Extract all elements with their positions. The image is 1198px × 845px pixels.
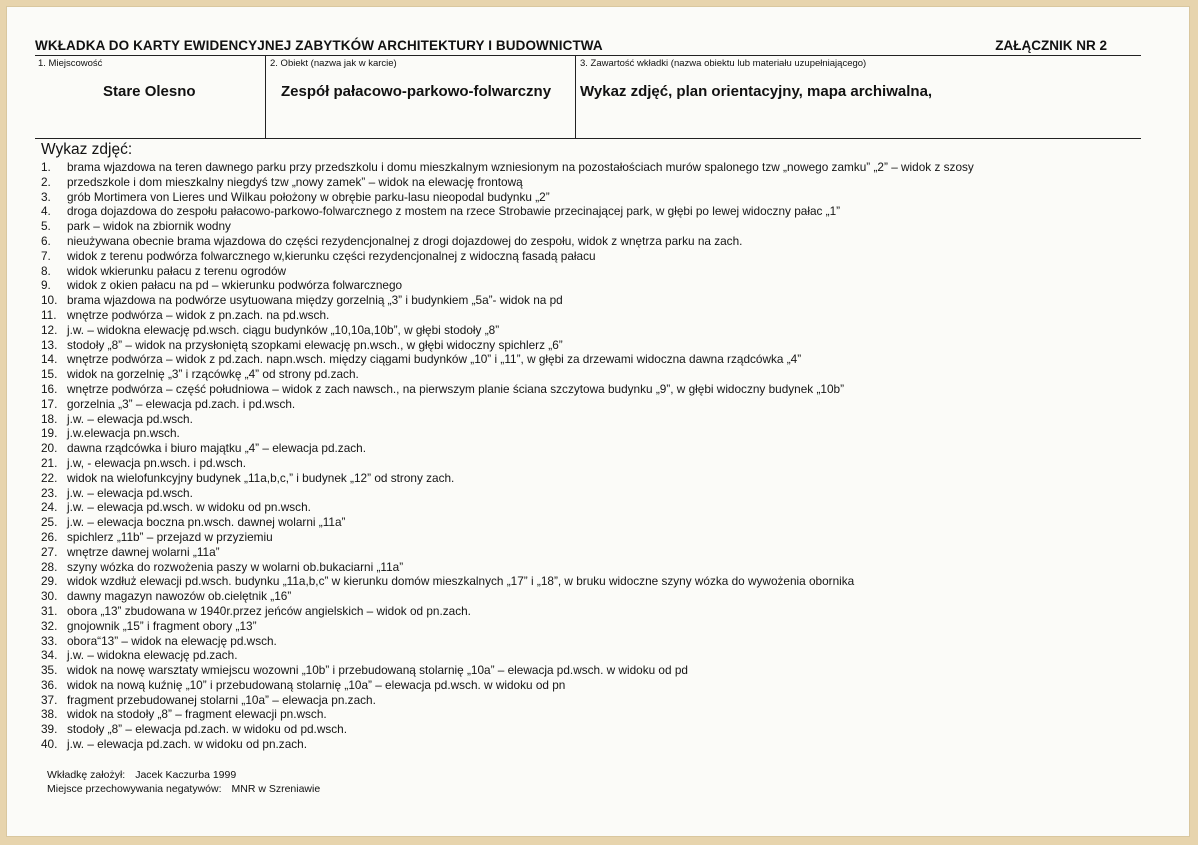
list-item: [41, 707, 1141, 722]
list-item-text: widok na nową kuźnię „10” i przebudowaną stolarnię „10a” – elewacja pd.wsch. w widoku od pn: [67, 677, 566, 692]
list-item: [41, 204, 1141, 219]
list-item: [41, 190, 1141, 205]
photo-list: [41, 160, 1141, 752]
list-item-number: 10.: [41, 293, 58, 308]
list-item-number: 18.: [41, 411, 58, 426]
list-item: [41, 500, 1141, 515]
list-item-number: 13.: [41, 337, 58, 352]
list-item-number: 24.: [41, 500, 58, 515]
storage-label: Miejsce przechowywania negatywów:: [47, 783, 222, 795]
list-item: [41, 648, 1141, 663]
list-item: [41, 604, 1141, 619]
list-item-number: 17.: [41, 396, 58, 411]
list-item-number: 11.: [41, 307, 57, 322]
list-item: [41, 308, 1141, 323]
list-item-number: 2.: [41, 174, 51, 189]
list-item: [41, 382, 1141, 397]
list-item-number: 26.: [41, 529, 58, 544]
field-value-object: Zespół pałacowo-parkowo-folwarczny: [281, 83, 552, 100]
list-item: [41, 560, 1141, 575]
list-item: [41, 737, 1141, 752]
list-item-number: 1.: [41, 160, 51, 174]
list-item-number: 20.: [41, 441, 58, 456]
list-item: [41, 160, 1141, 175]
list-item-text: spichlerz „11b” – przejazd w przyziemiu: [67, 529, 273, 544]
list-item-number: 35.: [41, 663, 58, 678]
list-item: [41, 397, 1141, 412]
list-item-text: dawna rządcówka i biuro majątku „4” – elewacja pd.zach.: [67, 441, 367, 456]
list-item-number: 37.: [41, 692, 58, 707]
list-item-text: j.w. – elewacja pd.wsch.: [67, 411, 193, 426]
list-item-number: 25.: [41, 515, 58, 530]
list-item: [41, 175, 1141, 190]
document-page: [6, 6, 1190, 837]
list-item-text: widok na nowę warsztaty wmiejscu wozowni „10b” i przebudowaną stolarnię „10a” – elewacja pd.wsch. w widoku od pd: [67, 663, 688, 678]
field-value-locality: Stare Olesno: [103, 83, 196, 100]
list-item-number: 38.: [41, 707, 58, 722]
list-item: [41, 234, 1141, 249]
list-item: [41, 634, 1141, 649]
list-item-text: j.w. – elewacja pd.wsch. w widoku od pn.wsch.: [67, 500, 311, 515]
list-item: [41, 456, 1141, 471]
list-item-text: widok wkierunku pałacu z terenu ogrodów: [67, 263, 287, 278]
list-item: [41, 471, 1141, 486]
list-item-text: wnętrze podwórza – widok z pn.zach. na pd.wsch.: [67, 307, 330, 322]
list-item: [41, 278, 1141, 293]
list-item: [41, 545, 1141, 560]
list-item-number: 5.: [41, 219, 51, 234]
list-item-text: przedszkole i dom mieszkalny niegdyś tzw „nowy zamek” – widok na elewację frontową: [67, 174, 523, 189]
list-item: [41, 352, 1141, 367]
header-bottom-rule: [35, 138, 1141, 139]
list-item: [41, 264, 1141, 279]
annex-number: ZAŁĄCZNIK NR 2: [995, 38, 1107, 53]
list-item-text: gnojownik „15” i fragment obory „13”: [67, 618, 257, 633]
list-item-text: obora „13” zbudowana w 1940r.przez jeńców angielskich – widok od pn.zach.: [67, 603, 471, 618]
list-item: [41, 219, 1141, 234]
list-item-text: j.w. – elewacja pd.wsch.: [67, 485, 193, 500]
list-item-text: wnętrze dawnej wolarni „11a”: [67, 544, 220, 559]
list-item: [41, 486, 1141, 501]
list-item: [41, 574, 1141, 589]
list-item-text: widok z terenu podwórza folwarcznego w,kierunku części rezydencjonalnej z widoczną fasadą pałacu: [67, 248, 596, 263]
field-divider: [265, 55, 266, 138]
list-item-text: stodoły „8” – widok na przysłoniętą szopkami elewację pn.wsch., w głębi widoczny spichlerz „6”: [67, 337, 563, 352]
list-item-text: j.w. – widokna elewację pd.zach.: [67, 648, 238, 663]
author-value: Jacek Kaczurba 1999: [135, 769, 237, 781]
field-value-contents: Wykaz zdjęć, plan orientacyjny, mapa archiwalna,: [580, 83, 933, 100]
list-item-number: 36.: [41, 677, 58, 692]
list-item-text: brama wjazdowa na podwórze usytuowana między gorzelnią „3” i budynkiem „5a”- widok na pd: [67, 293, 563, 308]
list-item-text: widok na stodoły „8” – fragment elewacji pn.wsch.: [67, 707, 327, 722]
list-item-text: j.w.elewacja pn.wsch.: [67, 426, 180, 441]
list-item: [41, 412, 1141, 427]
list-item-text: widok z okien pałacu na pd – wkierunku podwórza folwarcznego: [67, 278, 403, 293]
field-label-locality: 1. Miejscowość: [38, 58, 103, 69]
list-item-text: wnętrze podwórza – widok z pd.zach. napn.wsch. między ciągami budynków „10” i „11”, w głębi za drzewami widoczna dawna rządcówka „4”: [67, 352, 802, 367]
list-item-number: 14.: [41, 352, 58, 367]
list-item-number: 28.: [41, 559, 58, 574]
photo-list-title: Wykaz zdjęć:: [41, 141, 133, 158]
list-item: [41, 293, 1141, 308]
list-item-text: szyny wózka do rozwożenia paszy w wolarni ob.bukaciarni „11a”: [67, 559, 404, 574]
list-item-number: 9.: [41, 278, 51, 293]
list-item-text: j.w. – widokna elewację pd.wsch. ciągu budynków „10,10a,10b”, w głębi stodoły „8”: [67, 322, 500, 337]
list-item: [41, 323, 1141, 338]
list-item: [41, 515, 1141, 530]
list-item-number: 34.: [41, 648, 58, 663]
list-item: [41, 663, 1141, 678]
list-item-text: j.w. – elewacja boczna pn.wsch. dawnej wolarni „11a”: [67, 515, 346, 530]
list-item-number: 19.: [41, 426, 58, 441]
list-item-number: 30.: [41, 589, 58, 604]
storage-value: MNR w Szreniawie: [231, 783, 321, 795]
list-item-text: gorzelnia „3” – elewacja pd.zach. i pd.wsch.: [67, 396, 296, 411]
list-item-text: stodoły „8” – elewacja pd.zach. w widoku od pd.wsch.: [67, 722, 347, 737]
list-item-number: 4.: [41, 204, 51, 219]
list-item-text: grób Mortimera von Lieres und Wilkau położony w obrębie parku-lasu nieopodal budynku „2”: [67, 189, 550, 204]
list-item-number: 27.: [41, 544, 58, 559]
list-item-text: park – widok na zbiornik wodny: [67, 219, 231, 234]
field-label-contents: 3. Zawartość wkładki (nazwa obiektu lub materiału uzupełniającego): [580, 58, 867, 69]
list-item: [41, 367, 1141, 382]
list-item-number: 21.: [41, 455, 58, 470]
footer-storage: [47, 783, 320, 795]
list-item-number: 3.: [41, 189, 51, 204]
list-item: [41, 722, 1141, 737]
list-item: [41, 249, 1141, 264]
list-item: [41, 678, 1141, 693]
list-item-number: 23.: [41, 485, 58, 500]
footer-author: [47, 769, 236, 781]
list-item-text: obora“13” – widok na elewację pd.wsch.: [67, 633, 277, 648]
list-item-number: 31.: [41, 603, 58, 618]
field-divider: [575, 55, 576, 138]
list-item-text: j.w, - elewacja pn.wsch. i pd.wsch.: [67, 455, 246, 470]
list-item: [41, 693, 1141, 708]
list-item-number: 33.: [41, 633, 58, 648]
list-item-text: widok wzdłuż elewacji pd.wsch. budynku „11a,b,c” w kierunku domów mieszkalnych „17” i „18”, w bruku widoczne szyny wózka do wywożenia obornika: [67, 574, 855, 589]
list-item-number: 16.: [41, 381, 58, 396]
list-item: [41, 426, 1141, 441]
list-item-text: fragment przebudowanej stolarni „10a” – elewacja pn.zach.: [67, 692, 376, 707]
field-label-object: 2. Obiekt (nazwa jak w karcie): [270, 58, 397, 69]
list-item-text: j.w. – elewacja pd.zach. w widoku od pn.zach.: [67, 737, 308, 752]
list-item-number: 8.: [41, 263, 51, 278]
list-item: [41, 441, 1141, 456]
list-item-text: nieużywana obecnie brama wjazdowa do części rezydencjonalnej z drogi dojazdowej do zespołu, widok z wnętrza parku na zach.: [67, 233, 743, 248]
list-item: [41, 619, 1141, 634]
list-item-text: dawny magazyn nawozów ob.cielętnik „16”: [67, 589, 292, 604]
list-item-text: wnętrze podwórza – część południowa – widok z zach nawsch., na pierwszym planie ściana szczytowa budynku „9”, w głębi widoczny budynek „10b”: [67, 381, 845, 396]
list-item-text: widok na gorzelnię „3” i rzącówkę „4” od strony pd.zach.: [67, 367, 359, 382]
list-item-text: widok na wielofunkcyjny budynek „11a,b,c,” i budynek „12” od strony zach.: [67, 470, 455, 485]
list-item-number: 39.: [41, 722, 58, 737]
list-item-number: 15.: [41, 367, 58, 382]
list-item-number: 32.: [41, 618, 58, 633]
author-label: Wkładkę założył:: [47, 769, 126, 781]
list-item-number: 29.: [41, 574, 58, 589]
list-item-number: 12.: [41, 322, 58, 337]
list-item-number: 6.: [41, 233, 51, 248]
list-item-number: 40.: [41, 737, 58, 752]
list-item-number: 7.: [41, 248, 51, 263]
header-top-rule: [35, 55, 1141, 56]
list-item-text: brama wjazdowa na teren dawnego parku przy przedszkolu i domu mieszkalnym wzniesionym na pozostałościach murów spalonego tzw „nowego zamku” „2” – widok z szosy: [67, 160, 974, 174]
list-item: [41, 589, 1141, 604]
list-item: [41, 338, 1141, 353]
list-item-number: 22.: [41, 470, 58, 485]
list-item: [41, 530, 1141, 545]
list-item-text: droga dojazdowa do zespołu pałacowo-parkowo-folwarcznego z mostem na rzece Strobawie przecinającej park, w głębi po lewej widoczny pałac „1”: [67, 204, 841, 219]
document-title: WKŁADKA DO KARTY EWIDENCYJNEJ ZABYTKÓW ARCHITEKTURY I BUDOWNICTWA: [35, 38, 603, 53]
